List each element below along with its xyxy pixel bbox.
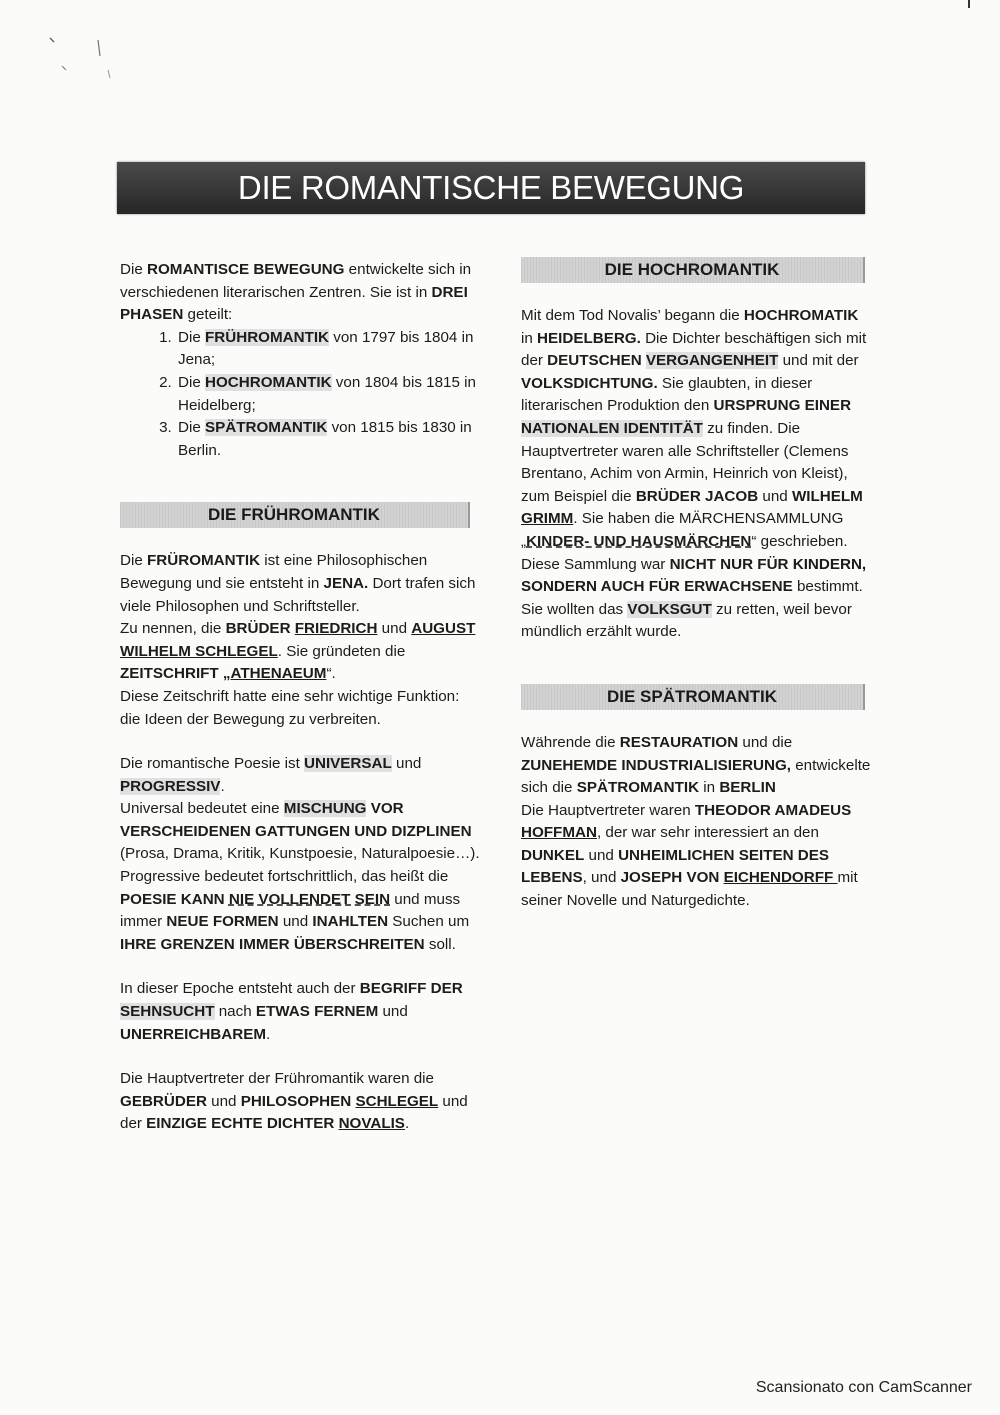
phases-list xyxy=(120,327,480,463)
right-column xyxy=(521,257,871,913)
page-title: DIE ROMANTISCHE BEWEGUNG xyxy=(117,162,865,214)
poesie-paragraph: Die romantische Poesie ist UNIVERSAL und PROGRESSIV. xyxy=(120,755,422,795)
section-heading-hochromantik: DIE HOCHROMANTIK xyxy=(521,257,865,283)
progressiv-paragraph: Progressive bedeutet fortschrittlich, das heißt die POESIE KANN NIE VOLLENDET SEIN und muss immer NEUE FORMEN und INAHLTEN Suchen um IHRE GRENZEN IMMER ÜBERSCHREITEN soll. xyxy=(120,868,470,953)
sehnsucht-paragraph: In dieser Epoche entsteht auch der BEGRIFF DER SEHNSUCHT nach ETWAS FERNEM und UNERREICHBAREM. xyxy=(120,980,463,1043)
scan-edge-mark xyxy=(968,0,970,8)
universal-paragraph: Universal bedeutet eine MISCHUNG VOR VERSCHEIDENEN GATTUNGEN UND DIZPLINEN (Prosa, Drama, Kritik, Kunstpoesie, Naturalpoesie…). xyxy=(120,800,480,863)
left-column xyxy=(120,259,480,1136)
fruh-paragraph-3: Diese Zeitschrift hatte eine sehr wichtige Funktion: die Ideen der Bewegung zu verbreiten. xyxy=(120,687,460,728)
scan-marks xyxy=(40,20,130,90)
list-item: 2. Die HOCHROMANTIK von 1804 bis 1815 in Heidelberg; xyxy=(176,372,480,417)
spat-paragraph-1: Währende die RESTAURATION und die ZUNEHEMDE INDUSTRIALISIERUNG, entwickelte sich die SPÄTROMANTIK in BERLIN xyxy=(521,733,871,797)
section-heading-fruhromantik: DIE FRÜHROMANTIK xyxy=(120,502,470,528)
fruh-paragraph-2: Zu nennen, die BRÜDER FRIEDRICH und AUGUST WILHELM SCHLEGEL. Sie gründeten die ZEITSCHRIFT „ATHENAEUM“. xyxy=(120,620,476,683)
vertreter-paragraph: Die Hauptvertreter der Frühromantik waren die GEBRÜDER und PHILOSOPHEN SCHLEGEL und der EINZIGE ECHTE DICHTER NOVALIS. xyxy=(120,1070,468,1133)
list-item: 1. Die FRÜHROMANTIK von 1797 bis 1804 in Jena; xyxy=(176,327,480,372)
intro-paragraph: Die ROMANTISCE BEWEGUNG entwickelte sich in verschiedenen literarischen Zentren. Sie ist in DREI PHASEN geteilt: xyxy=(120,261,472,324)
list-item: 3. Die SPÄTROMANTIK von 1815 bis 1830 in Berlin. xyxy=(176,417,480,462)
scanner-watermark: Scansionato con CamScanner xyxy=(755,1379,972,1396)
spat-paragraph-2: Die Hauptvertreter waren THEODOR AMADEUS HOFFMAN, der war sehr interessiert an den DUNKEL und UNHEIMLICHEN SEITEN DES LEBENS, und JOSEPH VON EICHENDORFF mit seiner Novelle und Naturgedichte. xyxy=(521,801,858,910)
section-heading-spatromantik: DIE SPÄTROMANTIK xyxy=(521,684,865,710)
fruh-paragraph-1: Die FRÜROMANTIK ist eine Philosophischen Bewegung und sie entsteht in JENA. Dort trafen sich viele Philosophen und Schriftsteller. xyxy=(120,552,476,615)
hoch-paragraph: Mit dem Tod Novalis’ begann die HOCHROMATIK in HEIDELBERG. Die Dichter beschäftigen sich mit der DEUTSCHEN VERGANGENHEIT und mit der VOLKSDICHTUNG. Sie glaubten, in dieser literarischen Produktion den URSPRUNG EINER NATIONALEN IDENTITÄT zu finden. Die Hauptvertreter waren alle Schriftsteller (Clemens Brentano, Achim von Armin, Heinrich von Kleist), zum Beispiel die BRÜDER JACOB und WILHELM GRIMM. Sie haben die MÄRCHENSAMMLUNG „KINDER- UND HAUSMÄRCHEN“ geschrieben. Diese Sammlung war NICHT NUR FÜR KINDERN, SONDERN AUCH FÜR ERWACHSENE bestimmt. Sie wollten das VOLKSGUT zu retten, weil bevor mündlich erzählt wurde. xyxy=(521,307,867,641)
